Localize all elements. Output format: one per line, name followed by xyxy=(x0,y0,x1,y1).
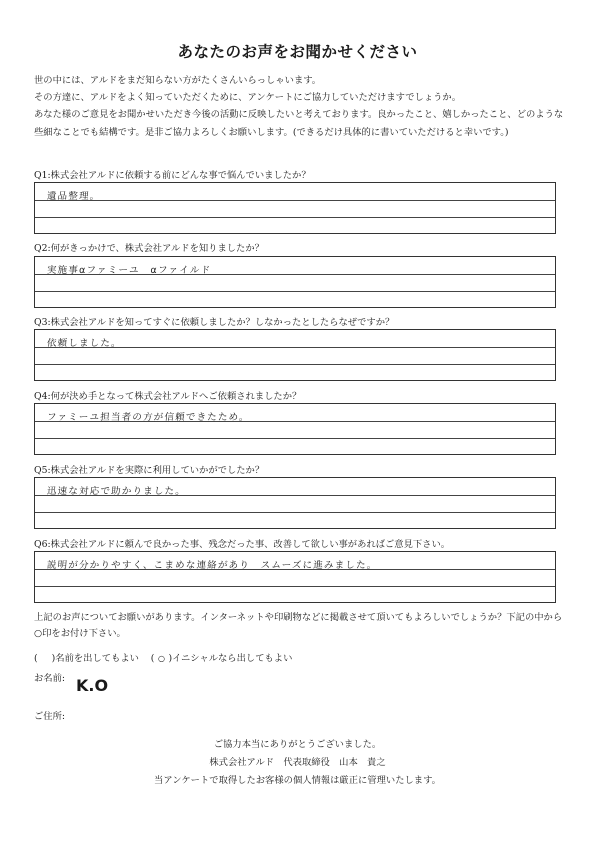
option-initial-label: イニシャルなら出してもよい xyxy=(172,653,293,664)
question-label-q1: Q1:株式会社アルドに依頼する前にどんな事で悩んでいましたか？ xyxy=(34,170,311,181)
intro-text xyxy=(34,72,564,141)
notice-line: 上記のお声についてお願いがあります。インターネットや印刷物などに掲載させて頂いてもよろしいでしょうか？下記の中から xyxy=(34,612,563,623)
answer-text-q4: ファミーユ担当者の方が信頼できたため。 xyxy=(46,412,251,423)
footer-thanks: ご協力本当にありがとうございました。 xyxy=(213,739,382,750)
answer-rule xyxy=(35,364,555,365)
notice-line: ○印をお付け下さい。 xyxy=(34,627,126,639)
answer-rule xyxy=(35,291,555,292)
answer-box-q3[interactable] xyxy=(34,329,556,381)
footer-company: 株式会社アルド 代表取締役 山本 貴之 xyxy=(209,757,386,768)
answer-rule xyxy=(35,512,555,513)
answer-text-q6: 説明が分かりやすく、こまめな連絡があり スムーズに進みました。 xyxy=(46,560,378,571)
answer-text-q5: 迅速な対応で助かりました。 xyxy=(46,486,187,497)
intro-line: 些細なことでも結構です。是非ご協力よろしくお願いします。(できるだけ具体的に書いていただけると幸いです。) xyxy=(34,126,509,138)
answer-text-q2: 実施事αファミーユ αファイルド xyxy=(46,265,212,276)
footer-privacy: 当アンケートで取得したお客様の個人情報は厳正に管理いたします。 xyxy=(154,775,441,786)
intro-line: あなた様のご意見をお聞かせいただき今後の活動に反映したいと考えております。良かったこと、嬉しかったこと、どのような xyxy=(34,109,564,121)
option-name-label: 名前を出してもよい xyxy=(55,653,139,664)
option-name-checkbox[interactable]: ( ) xyxy=(34,653,56,664)
question-label-q3: Q3:株式会社アルドを知ってすぐに依頼しましたか？しなかったとしたらなぜですか？ xyxy=(34,317,395,328)
answer-box-q4[interactable] xyxy=(34,403,556,455)
address-label: ご住所: xyxy=(34,711,66,722)
page-title: あなたのお声をお聞かせください xyxy=(177,42,418,61)
answer-box-q2[interactable] xyxy=(34,256,556,308)
answer-text-q1: 遺品整理。 xyxy=(46,191,101,202)
option-initial-mark: ○ xyxy=(157,654,165,663)
answer-rule xyxy=(35,438,555,439)
question-label-q5: Q5:株式会社アルドを実際に利用していかがでしたか？ xyxy=(34,465,265,476)
question-label-q6: Q6:株式会社アルドに頼んで良かった事、残念だった事、改善して欲しい事があればご意見下さい。 xyxy=(34,539,451,550)
intro-line: その方達に、アルドをよく知っていただくために、アンケートにご協力していただけますでしょうか。 xyxy=(34,92,462,104)
question-label-q4: Q4:何が決め手となって株式会社アルドへご依頼されましたか？ xyxy=(34,391,302,402)
answer-rule xyxy=(35,586,555,587)
option-initial-checkbox[interactable]: ( ○ ) xyxy=(150,653,173,664)
answer-box-q6[interactable] xyxy=(34,551,556,603)
answer-box-q5[interactable] xyxy=(34,477,556,529)
intro-line: 世の中には、アルドをまだ知らない方がたくさんいらっしゃいます。 xyxy=(34,75,322,86)
footer xyxy=(0,736,595,790)
answer-rule xyxy=(35,200,555,201)
permission-choices xyxy=(34,650,292,664)
name-value[interactable]: K.O xyxy=(76,676,109,695)
name-label: お名前: xyxy=(34,673,66,684)
question-label-q2: Q2:何がきっかけで、株式会社アルドを知りましたか？ xyxy=(34,243,264,254)
answer-rule xyxy=(35,217,555,218)
permission-notice xyxy=(34,610,564,641)
answer-box-q1[interactable] xyxy=(34,182,556,234)
answer-text-q3: 依頼しました。 xyxy=(46,338,123,349)
